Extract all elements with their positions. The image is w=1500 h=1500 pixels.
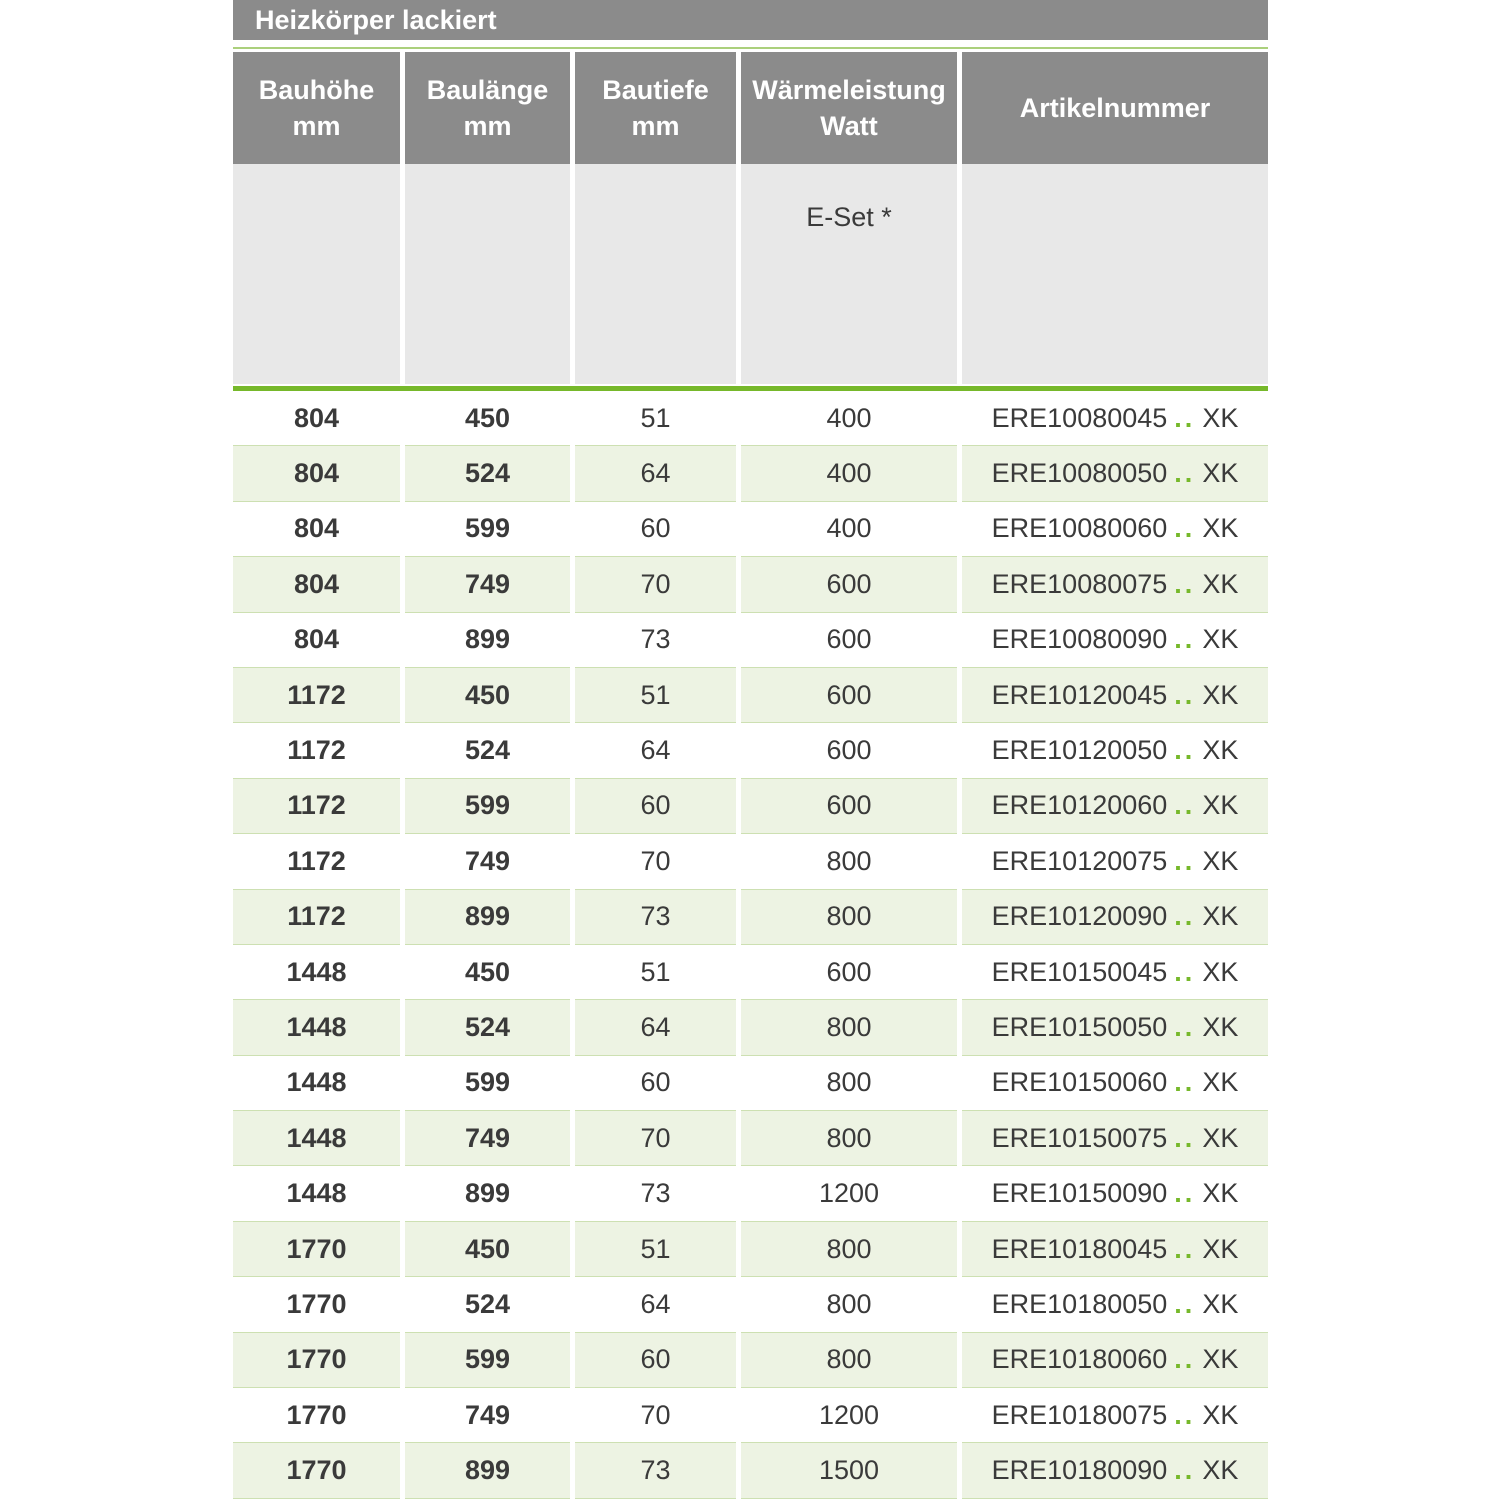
header-cell-bautiefe <box>575 52 736 164</box>
cell-bautiefe: 60 <box>575 502 736 557</box>
cell-bautiefe: 70 <box>575 834 736 889</box>
cell-bauhoehe: 804 <box>233 446 400 501</box>
cell-watt: 600 <box>741 613 957 668</box>
cell-artikelnummer <box>962 613 1268 668</box>
article-suffix: XK <box>1202 624 1239 655</box>
cell-baulaenge: 749 <box>405 557 570 612</box>
article-dots: .. <box>1174 1344 1196 1375</box>
cell-baulaenge: 599 <box>405 502 570 557</box>
article-prefix: ERE10150090 <box>991 1178 1168 1209</box>
article-dots: .. <box>1174 1455 1196 1486</box>
article-suffix: XK <box>1202 1011 1239 1042</box>
article-suffix: XK <box>1202 513 1239 544</box>
article-prefix: ERE10080060 <box>991 513 1168 544</box>
article-dots: .. <box>1174 624 1196 655</box>
cell-baulaenge: 749 <box>405 1388 570 1443</box>
header-unit: mm <box>631 111 680 141</box>
cell-artikelnummer <box>962 1333 1268 1388</box>
cell-bauhoehe: 1448 <box>233 945 400 1000</box>
cell-artikelnummer <box>962 1166 1268 1221</box>
table-row <box>233 1443 1268 1498</box>
table-row <box>233 1222 1268 1277</box>
cell-bauhoehe: 1770 <box>233 1333 400 1388</box>
cell-baulaenge: 450 <box>405 945 570 1000</box>
header-row <box>233 52 1268 164</box>
cell-baulaenge: 899 <box>405 1166 570 1221</box>
header-label: Bauhöhe <box>258 75 375 105</box>
cell-bauhoehe: 1770 <box>233 1388 400 1443</box>
cell-artikelnummer <box>962 668 1268 723</box>
article-dots: .. <box>1174 402 1196 433</box>
cell-baulaenge: 524 <box>405 446 570 501</box>
cell-artikelnummer <box>962 723 1268 778</box>
header-cell-bauhoehe <box>233 52 400 164</box>
article-prefix: ERE10080045 <box>991 402 1168 433</box>
article-dots: .. <box>1174 1399 1196 1430</box>
table-row <box>233 723 1268 778</box>
cell-artikelnummer <box>962 1222 1268 1277</box>
cell-artikelnummer <box>962 1056 1268 1111</box>
cell-artikelnummer <box>962 779 1268 834</box>
cell-bautiefe: 60 <box>575 1333 736 1388</box>
article-prefix: ERE10150075 <box>991 1122 1168 1153</box>
cell-baulaenge: 899 <box>405 613 570 668</box>
article-dots: .. <box>1174 679 1196 710</box>
cell-watt: 800 <box>741 1111 957 1166</box>
article-suffix: XK <box>1202 956 1239 987</box>
cell-artikelnummer <box>962 557 1268 612</box>
cell-watt: 800 <box>741 1222 957 1277</box>
cell-bauhoehe: 804 <box>233 391 400 446</box>
cell-bauhoehe: 1172 <box>233 779 400 834</box>
cell-baulaenge: 899 <box>405 890 570 945</box>
cell-bautiefe: 73 <box>575 890 736 945</box>
article-suffix: XK <box>1202 1288 1239 1319</box>
cell-bautiefe: 51 <box>575 391 736 446</box>
cell-bautiefe: 64 <box>575 446 736 501</box>
cell-watt: 400 <box>741 502 957 557</box>
cell-baulaenge: 450 <box>405 1222 570 1277</box>
cell-bauhoehe: 804 <box>233 613 400 668</box>
article-suffix: XK <box>1202 1455 1239 1486</box>
table-row <box>233 945 1268 1000</box>
subheader-cell-waermeleistung <box>741 164 957 384</box>
article-suffix: XK <box>1202 679 1239 710</box>
cell-baulaenge: 524 <box>405 723 570 778</box>
cell-watt: 800 <box>741 890 957 945</box>
article-prefix: ERE10120050 <box>991 735 1168 766</box>
article-prefix: ERE10180050 <box>991 1288 1168 1319</box>
cell-baulaenge: 599 <box>405 779 570 834</box>
cell-baulaenge: 749 <box>405 1111 570 1166</box>
cell-watt: 800 <box>741 834 957 889</box>
article-suffix: XK <box>1202 845 1239 876</box>
article-dots: .. <box>1174 1011 1196 1042</box>
article-prefix: ERE10180045 <box>991 1233 1168 1264</box>
cell-baulaenge: 450 <box>405 668 570 723</box>
cell-bautiefe: 73 <box>575 613 736 668</box>
cell-bautiefe: 70 <box>575 1388 736 1443</box>
table-row <box>233 890 1268 945</box>
article-prefix: ERE10150045 <box>991 956 1168 987</box>
cell-bauhoehe: 1770 <box>233 1277 400 1332</box>
cell-artikelnummer <box>962 890 1268 945</box>
article-dots: .. <box>1174 735 1196 766</box>
cell-artikelnummer <box>962 1277 1268 1332</box>
article-suffix: XK <box>1202 901 1239 932</box>
article-dots: .. <box>1174 790 1196 821</box>
cell-artikelnummer <box>962 391 1268 446</box>
header-label: Wärmeleistung <box>752 75 946 105</box>
article-suffix: XK <box>1202 458 1239 489</box>
article-suffix: XK <box>1202 1344 1239 1375</box>
cell-artikelnummer <box>962 446 1268 501</box>
cell-watt: 600 <box>741 945 957 1000</box>
radiator-spec-table <box>233 0 1268 1499</box>
table-row <box>233 446 1268 501</box>
cell-bauhoehe: 804 <box>233 557 400 612</box>
article-dots: .. <box>1174 513 1196 544</box>
header-label: Artikelnummer <box>1019 93 1211 123</box>
article-prefix: ERE10080090 <box>991 624 1168 655</box>
cell-baulaenge: 524 <box>405 1000 570 1055</box>
cell-bautiefe: 73 <box>575 1166 736 1221</box>
cell-artikelnummer <box>962 1000 1268 1055</box>
cell-watt: 800 <box>741 1056 957 1111</box>
cell-watt: 600 <box>741 779 957 834</box>
article-prefix: ERE10150060 <box>991 1067 1168 1098</box>
cell-bautiefe: 60 <box>575 779 736 834</box>
article-prefix: ERE10120060 <box>991 790 1168 821</box>
article-suffix: XK <box>1202 790 1239 821</box>
article-prefix: ERE10150050 <box>991 1011 1168 1042</box>
cell-bautiefe: 70 <box>575 1111 736 1166</box>
cell-bauhoehe: 1172 <box>233 834 400 889</box>
cell-watt: 600 <box>741 557 957 612</box>
header-label: Bautiefe <box>602 75 709 105</box>
cell-bauhoehe: 804 <box>233 502 400 557</box>
cell-bauhoehe: 1448 <box>233 1056 400 1111</box>
article-prefix: ERE10080075 <box>991 568 1168 599</box>
cell-bautiefe: 60 <box>575 1056 736 1111</box>
article-suffix: XK <box>1202 1067 1239 1098</box>
cell-bauhoehe: 1172 <box>233 723 400 778</box>
header-unit: Watt <box>820 111 878 141</box>
header-cell-baulaenge <box>405 52 570 164</box>
cell-artikelnummer <box>962 834 1268 889</box>
table-row <box>233 1000 1268 1055</box>
table-body <box>233 391 1268 1499</box>
cell-bautiefe: 64 <box>575 1000 736 1055</box>
cell-artikelnummer <box>962 1388 1268 1443</box>
article-prefix: ERE10180075 <box>991 1399 1168 1430</box>
cell-bautiefe: 51 <box>575 945 736 1000</box>
cell-baulaenge: 749 <box>405 834 570 889</box>
article-prefix: ERE10120045 <box>991 679 1168 710</box>
cell-bautiefe: 73 <box>575 1443 736 1498</box>
article-prefix: ERE10180060 <box>991 1344 1168 1375</box>
subheader-cell-bauhoehe <box>233 164 400 384</box>
cell-baulaenge: 599 <box>405 1333 570 1388</box>
article-prefix: ERE10080050 <box>991 458 1168 489</box>
article-suffix: XK <box>1202 1178 1239 1209</box>
table-row <box>233 779 1268 834</box>
cell-bauhoehe: 1770 <box>233 1443 400 1498</box>
cell-watt: 800 <box>741 1000 957 1055</box>
article-prefix: ERE10120090 <box>991 901 1168 932</box>
table-row <box>233 502 1268 557</box>
subheader-row <box>233 164 1268 384</box>
title-gap <box>233 40 1268 47</box>
table-title: Heizkörper lackiert <box>255 5 497 35</box>
subheader-cell-artikelnummer <box>962 164 1268 384</box>
cell-watt: 600 <box>741 668 957 723</box>
article-suffix: XK <box>1202 735 1239 766</box>
table-row <box>233 834 1268 889</box>
cell-watt: 800 <box>741 1333 957 1388</box>
cell-baulaenge: 899 <box>405 1443 570 1498</box>
table-row <box>233 613 1268 668</box>
cell-bautiefe: 64 <box>575 723 736 778</box>
eset-label: E-Set * <box>806 202 892 232</box>
cell-bauhoehe: 1448 <box>233 1166 400 1221</box>
header-label: Baulänge <box>426 75 549 105</box>
cell-artikelnummer <box>962 945 1268 1000</box>
cell-watt: 1500 <box>741 1443 957 1498</box>
cell-baulaenge: 450 <box>405 391 570 446</box>
table-row <box>233 391 1268 446</box>
cell-watt: 1200 <box>741 1166 957 1221</box>
article-dots: .. <box>1174 901 1196 932</box>
cell-bautiefe: 70 <box>575 557 736 612</box>
cell-bauhoehe: 1448 <box>233 1111 400 1166</box>
cell-bautiefe: 51 <box>575 1222 736 1277</box>
cell-watt: 400 <box>741 446 957 501</box>
article-dots: .. <box>1174 1178 1196 1209</box>
table-row <box>233 668 1268 723</box>
article-dots: .. <box>1174 1233 1196 1264</box>
article-dots: .. <box>1174 845 1196 876</box>
cell-artikelnummer <box>962 1111 1268 1166</box>
article-dots: .. <box>1174 568 1196 599</box>
table-row <box>233 1166 1268 1221</box>
table-row <box>233 1111 1268 1166</box>
article-dots: .. <box>1174 1288 1196 1319</box>
table-row <box>233 1056 1268 1111</box>
cell-watt: 600 <box>741 723 957 778</box>
cell-baulaenge: 599 <box>405 1056 570 1111</box>
table-row <box>233 1388 1268 1443</box>
article-dots: .. <box>1174 1067 1196 1098</box>
subheader-cell-bautiefe <box>575 164 736 384</box>
article-suffix: XK <box>1202 1233 1239 1264</box>
table-row <box>233 557 1268 612</box>
article-prefix: ERE10120075 <box>991 845 1168 876</box>
table-row <box>233 1277 1268 1332</box>
subheader-cell-baulaenge <box>405 164 570 384</box>
cell-bauhoehe: 1448 <box>233 1000 400 1055</box>
header-unit: mm <box>463 111 512 141</box>
article-dots: .. <box>1174 956 1196 987</box>
article-suffix: XK <box>1202 1122 1239 1153</box>
article-prefix: ERE10180090 <box>991 1455 1168 1486</box>
table-title-bar <box>233 0 1268 40</box>
article-dots: .. <box>1174 458 1196 489</box>
article-suffix: XK <box>1202 568 1239 599</box>
cell-watt: 800 <box>741 1277 957 1332</box>
table-row <box>233 1333 1268 1388</box>
cell-bautiefe: 51 <box>575 668 736 723</box>
cell-artikelnummer <box>962 502 1268 557</box>
header-cell-artikelnummer <box>962 52 1268 164</box>
article-suffix: XK <box>1202 402 1239 433</box>
cell-baulaenge: 524 <box>405 1277 570 1332</box>
cell-bautiefe: 64 <box>575 1277 736 1332</box>
header-unit: mm <box>292 111 341 141</box>
cell-bauhoehe: 1770 <box>233 1222 400 1277</box>
cell-watt: 1200 <box>741 1388 957 1443</box>
cell-artikelnummer <box>962 1443 1268 1498</box>
article-dots: .. <box>1174 1122 1196 1153</box>
article-suffix: XK <box>1202 1399 1239 1430</box>
header-cell-waermeleistung <box>741 52 957 164</box>
cell-bauhoehe: 1172 <box>233 668 400 723</box>
cell-watt: 400 <box>741 391 957 446</box>
cell-bauhoehe: 1172 <box>233 890 400 945</box>
